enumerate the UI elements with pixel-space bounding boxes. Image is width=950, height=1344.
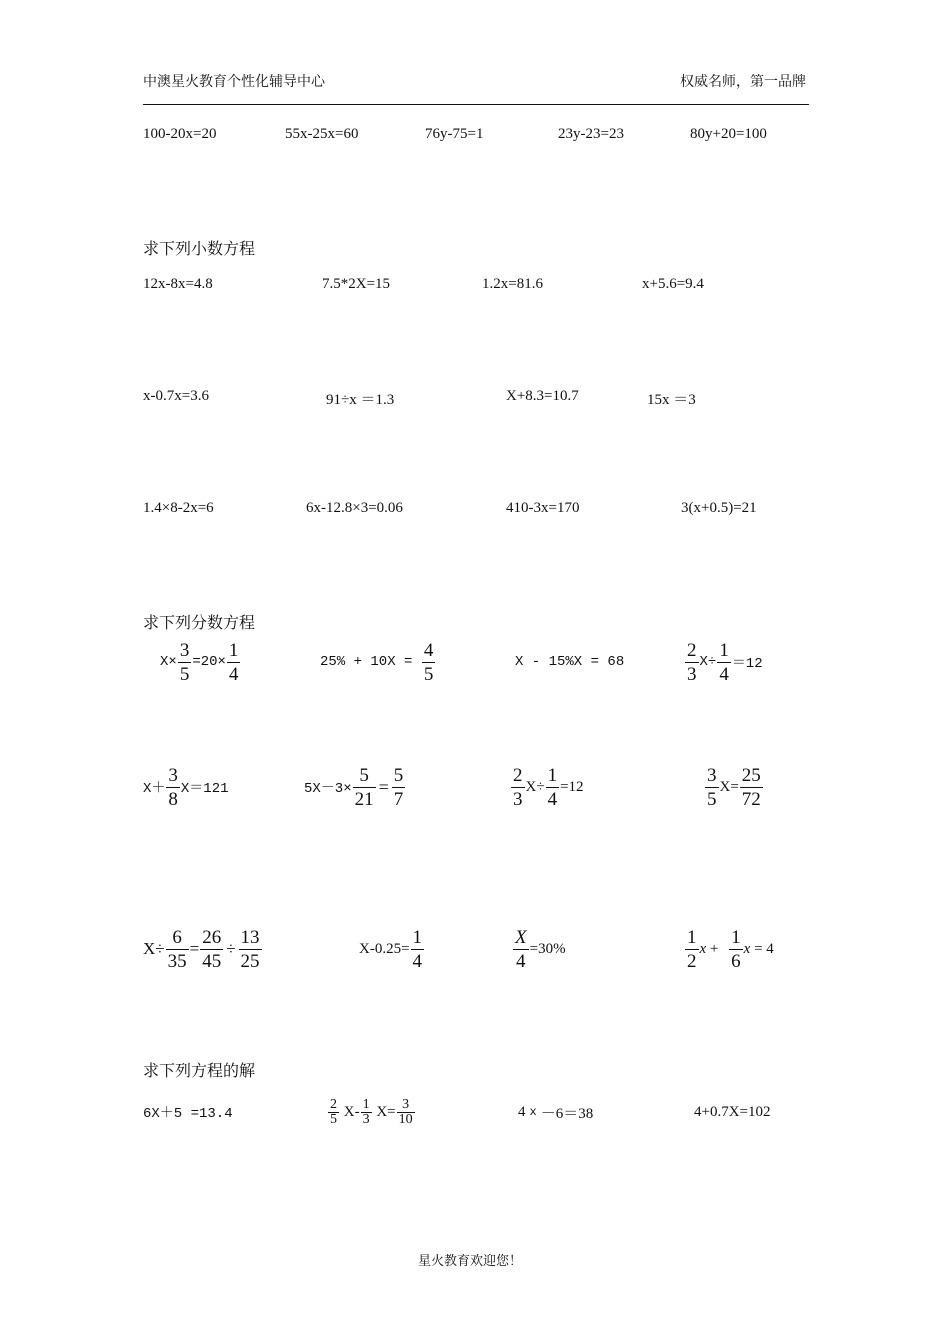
- equation: [694, 1094, 771, 1130]
- equation: X+8.3=10.7: [506, 388, 579, 404]
- equation: 55x-25x=60: [285, 126, 359, 142]
- fraction: $\frac{26}{45}$: [202, 926, 222, 972]
- equation-text: =30%: [529, 940, 566, 957]
- header-left: 中澳星火教育个性化辅导中心: [143, 75, 325, 90]
- equation-text: 4+0.7X=102: [694, 1103, 771, 1120]
- equation: 100-20x=20: [143, 126, 217, 142]
- equation-text: 6X＋5 =13.4: [143, 1106, 233, 1122]
- fraction-equation: [684, 640, 763, 684]
- equation-text: X-: [340, 1103, 360, 1120]
- equation-text: X=: [372, 1103, 396, 1120]
- fraction: $\frac{1}{6}$: [731, 926, 741, 972]
- fraction-equation: [327, 1094, 416, 1130]
- equation-text: X÷: [143, 939, 165, 958]
- equation: 15x ＝3: [647, 392, 696, 408]
- fraction: $\frac{25}{72}$: [741, 764, 761, 810]
- equation: 1.2x=81.6: [482, 276, 543, 292]
- fraction: $\frac{1}{4}$: [547, 764, 558, 810]
- fraction-equation: [512, 927, 566, 971]
- equation-text: 25% + 10X =: [320, 654, 421, 670]
- header-divider: [143, 104, 809, 105]
- equals-sign: =: [189, 939, 200, 958]
- fraction-equation: [359, 927, 425, 971]
- footer-text: 星火教育欢迎您！: [418, 1253, 523, 1268]
- equation: 6x-12.8×3=0.06: [306, 500, 403, 516]
- header-right: 权威名师，第一品牌: [680, 75, 806, 90]
- fraction-equation: [515, 640, 624, 684]
- equation-text: X×: [160, 654, 177, 670]
- equation-text: 5X－3×: [304, 781, 352, 797]
- equation: [143, 1094, 233, 1130]
- fraction: $\frac{1}{4}$: [719, 639, 729, 685]
- equation-text: X＝121: [180, 781, 229, 797]
- equals-sign: =: [378, 776, 389, 797]
- equation-text: =12: [560, 778, 584, 795]
- equation: 80y+20=100: [690, 126, 767, 142]
- equation-text: X=: [719, 778, 739, 795]
- plus-sign: +: [706, 940, 723, 957]
- equation: 12x-8x=4.8: [143, 276, 213, 292]
- fraction-equation: [684, 927, 774, 971]
- section-title-fraction: 求下列分数方程: [143, 615, 256, 632]
- fraction-equation: [304, 765, 406, 809]
- fraction-equation: [320, 640, 436, 684]
- fraction: $\frac{4}{5}$: [423, 639, 434, 685]
- fraction: $\frac{5}{7}$: [393, 764, 404, 810]
- equation: x-0.7x=3.6: [143, 388, 209, 404]
- fraction: $\frac{3}{5}$: [179, 639, 190, 685]
- equation-text: －6＝38: [540, 1105, 594, 1122]
- fraction: 1 3: [362, 1096, 370, 1127]
- fraction-equation: [160, 640, 241, 684]
- fraction: 2 3: [513, 764, 523, 810]
- equation-text: X - 15%X = 68: [515, 654, 625, 670]
- variable: x: [529, 1105, 537, 1119]
- equation: 23y-23=23: [558, 126, 624, 142]
- equation: 91÷x ＝1.3: [326, 392, 395, 408]
- fraction: 3 5: [707, 764, 717, 810]
- fraction: $\frac{1}{4}$: [412, 926, 423, 972]
- equation: 410-3x=170: [506, 500, 580, 516]
- equation-text: X＋: [143, 781, 166, 797]
- equation-text: X÷: [525, 778, 545, 795]
- equation-text: = 4: [750, 940, 774, 957]
- equation: 7.5*2X=15: [322, 276, 391, 292]
- equation-text: ＝12: [731, 656, 763, 672]
- fraction: $\frac{13}{25}$: [240, 926, 260, 972]
- equation: 76y-75=1: [425, 126, 484, 142]
- fraction: 2 5: [330, 1096, 337, 1127]
- fraction: $\frac{5}{21}$: [354, 764, 374, 810]
- equation-text: X-0.25=: [359, 940, 410, 957]
- fraction: 2 3: [687, 639, 697, 685]
- equation: x+5.6=9.4: [642, 276, 704, 292]
- fraction-equation: [143, 765, 229, 809]
- equation-text: 4: [518, 1103, 526, 1120]
- fraction-equation: [510, 765, 584, 809]
- equation: [518, 1094, 593, 1130]
- divide-sign: ÷: [226, 939, 236, 958]
- variable: x: [699, 940, 707, 957]
- fraction-equation: [704, 765, 764, 809]
- section-title-general: 求下列方程的解: [143, 1063, 256, 1080]
- equation-text: X÷: [699, 654, 717, 670]
- equation: 1.4×8-2x=6: [143, 500, 214, 516]
- equation-text: =20×: [192, 654, 226, 670]
- section-title-decimal: 求下列小数方程: [143, 241, 256, 258]
- fraction: $\frac{6}{35}$: [167, 926, 187, 972]
- fraction: $\frac{3}{10}$: [398, 1096, 413, 1127]
- fraction: $\frac{X}{4}$: [515, 926, 527, 972]
- fraction: 3 8: [168, 764, 178, 810]
- equation: 3(x+0.5)=21: [681, 500, 757, 516]
- fraction: $\frac{1}{4}$: [228, 639, 239, 685]
- fraction: 1 2: [687, 926, 697, 972]
- variable: x: [743, 940, 751, 957]
- fraction-equation: [143, 927, 263, 971]
